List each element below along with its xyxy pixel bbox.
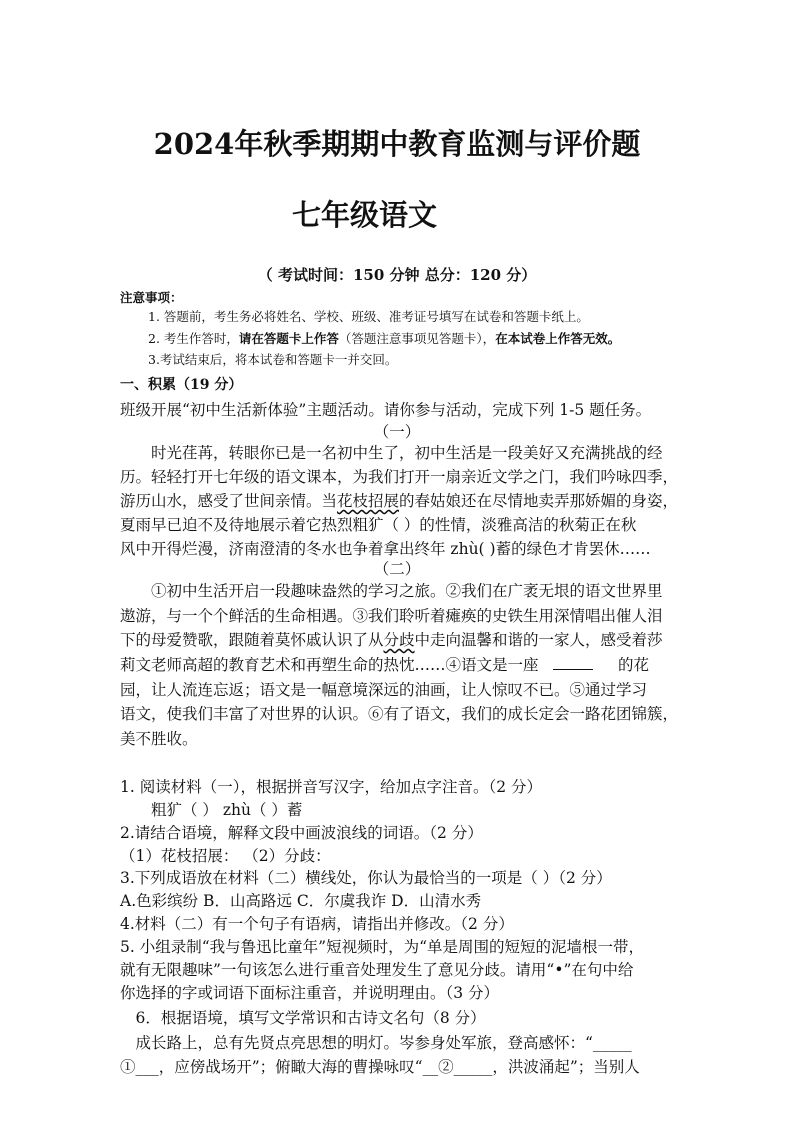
passage1-line: 风中开得烂漫，济南澄清的冬水也争着拿出终年 zhù( )蓄的绿色才肯罢休…… — [120, 540, 651, 558]
part2-label: （二） — [373, 560, 421, 578]
section-heading: 一、积累（19 分） — [120, 377, 243, 393]
question-3: 3.下列成语放在材料（二）横线处，你认为最恰当的一项是（ ）（2 分） — [120, 869, 612, 887]
fill-blank — [553, 655, 593, 670]
question-6: 6．根据语境，填写文学常识和古诗文名句（8 分） — [120, 1009, 486, 1027]
notice-heading: 注意事项： — [120, 290, 183, 305]
passage2-line: 园，让人流连忘返；语文是一幅意境深远的油画，让人惊叹不已。⑤通过学习 — [120, 681, 648, 699]
question-5: 就有无限趣味”一句该怎么进行重音处理发生了意见分歧。请用“•”在句中给 — [120, 961, 634, 979]
passage2-line: ①初中生活开启一段趣味盎然的学习之旅。②我们在广袤无垠的语文世界里 — [120, 582, 663, 600]
question-6-text: 成长路上，总有先贤点亮思想的明灯。岑参身处军旅，登高感怀：“_____ — [120, 1034, 632, 1052]
question-5: 5. 小组录制“我与鲁迅比童年”短视频时，为“单是周围的短短的泥墙根一带， — [120, 938, 644, 956]
notice-item-2: 2. 考生作答时，请在答题卡上作答（答题注意事项见答题卡），在本试卷上作答无效。 — [148, 331, 621, 346]
question-2: 2.请结合语境，解释文段中画波浪线的词语。（2 分） — [120, 824, 483, 842]
exam-title: 2024年秋季期期中教育监测与评价题 — [153, 127, 641, 161]
passage1-line: 夏雨早已迫不及待地展示着它热烈粗犷（ ）的性情，淡雅高洁的秋菊正在秋 — [120, 516, 637, 534]
notice-item-3: 3.考试结束后，将本试卷和答题卡一并交回。 — [148, 352, 398, 367]
question-1-answer-line: 粗犷（ ） zhù（ ）蓄 — [120, 801, 303, 819]
passage1-line: 历。轻轻打开七年级的语文课本，为我们打开一扇亲近文学之门，我们吟咏四季， — [120, 468, 679, 486]
part1-label: （一） — [373, 423, 421, 441]
notice-item-1: 1. 答题前，考生务必将姓名、学校、班级、准考证号填写在试卷和答题卡纸上。 — [148, 309, 589, 324]
exam-info: （ 考试时间：150 分钟 总分：120 分） — [257, 266, 537, 284]
question-3-options: A.色彩缤纷 B．山高路远 C．尔虞我诈 D．山清水秀 — [120, 892, 482, 910]
passage2-line: 美不胜收。 — [120, 730, 198, 748]
question-2-answer-line: （1）花枝招展： （2）分歧： — [120, 847, 331, 865]
passage2-line: 莉文老师高超的教育艺术和再塑生命的热忱……④语文是一座 的花 — [120, 656, 649, 674]
question-6-text: ①___，应傍战场开”；俯瞰大海的曹操咏叹“__②_____，洪波涌起”；当别人 — [120, 1058, 640, 1076]
wavy-word: 分歧 — [383, 631, 415, 649]
passage2-line: 语文，使我们丰富了对世界的认识。⑥有了语文，我们的成长定会一路花团锦簇， — [120, 705, 679, 723]
exam-subtitle: 七年级语文 — [292, 198, 438, 232]
question-4: 4.材料（二）有一个句子有语病，请指出并修改。（2 分） — [120, 915, 514, 933]
intro-text: 班级开展“初中生活新体验”主题活动。请你参与活动，完成下列 1-5 题任务。 — [120, 401, 652, 419]
question-5: 你选择的字或词语下面标注重音，并说明理由。（3 分） — [120, 984, 500, 1002]
wavy-word: 花枝招展 — [337, 492, 400, 510]
passage2-line: 下的母爱赞歌，跟随着莫怀戚认识了从分歧中走向温馨和谐的一家人，感受着莎 — [120, 631, 663, 649]
passage1-line: 游历山水，感受了世间亲情。当花枝招展的春姑娘还在尽情地卖弄那娇媚的身姿， — [120, 492, 679, 510]
passage1-line: 时光荏苒，转眼你已是一名初中生了，初中生活是一段美好又充满挑战的经 — [120, 444, 663, 462]
passage2-line: 遨游，与一个个鲜活的生命相遇。③我们聆听着瘫痪的史铁生用深情唱出催人泪 — [120, 607, 663, 625]
question-1: 1. 阅读材料（一），根据拼音写汉字，给加点字注音。（2 分） — [120, 778, 543, 796]
